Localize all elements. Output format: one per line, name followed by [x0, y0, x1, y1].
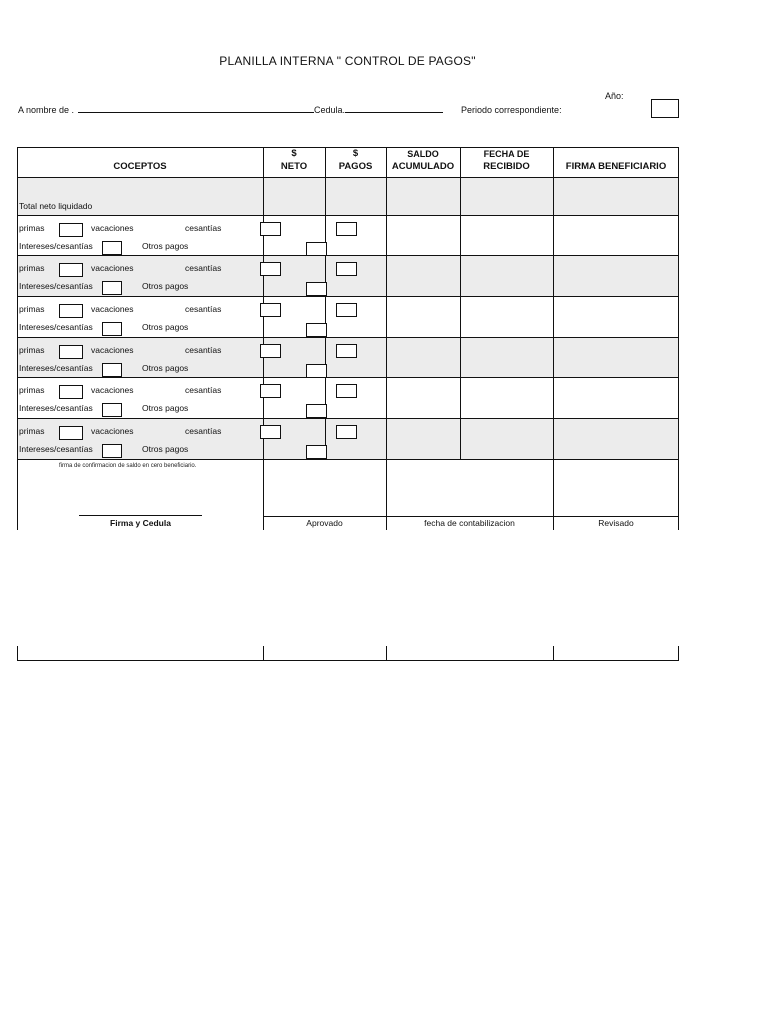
- header-conceptos: COCEPTOS: [113, 161, 167, 172]
- row-4-neto-box[interactable]: [260, 344, 281, 358]
- row-6-otros-label: Otros pagos: [142, 444, 189, 454]
- header-acumulado: ACUMULADO: [391, 161, 455, 172]
- row-1-vacaciones-label: vacaciones: [91, 223, 134, 233]
- name-label: A nombre de .: [18, 105, 75, 115]
- row-5-vacaciones-label: vacaciones: [91, 385, 134, 395]
- header-firma-beneficiario: FIRMA BENEFICIARIO: [565, 161, 667, 172]
- row-1-neto-box[interactable]: [260, 222, 281, 236]
- row-5-primas-label: primas: [19, 385, 45, 395]
- header-neto: NETO: [280, 161, 308, 172]
- confirmation-note: firma de confirmacion de saldo en cero beneficiario.: [59, 463, 197, 469]
- row-2-intereses-box[interactable]: [102, 281, 122, 295]
- row-1-cesantias-label: cesantías: [185, 223, 222, 233]
- row-2-otros-label: Otros pagos: [142, 281, 189, 291]
- row-1-intereses-box[interactable]: [102, 241, 122, 255]
- header-pagos: PAGOS: [338, 161, 373, 172]
- row-6-intereses-label: Intereses/cesantías: [19, 444, 93, 454]
- row-5-otros-label: Otros pagos: [142, 403, 189, 413]
- row-3-intereses-label: Intereses/cesantías: [19, 322, 93, 332]
- firma-cedula-label: Firma y Cedula: [110, 518, 171, 528]
- name-field[interactable]: [78, 104, 314, 113]
- total-neto-label: Total neto liquidado: [19, 201, 93, 211]
- row-5-pagos-box[interactable]: [336, 384, 357, 398]
- row-2-pagos-box[interactable]: [336, 262, 357, 276]
- row-1-primas-label: primas: [19, 223, 45, 233]
- header-fecha: FECHA DE: [483, 149, 530, 159]
- row-5-neto-box[interactable]: [260, 384, 281, 398]
- row-3-pagos-box[interactable]: [336, 303, 357, 317]
- row-5-primas-box[interactable]: [59, 385, 83, 399]
- row-3-otros-label: Otros pagos: [142, 322, 189, 332]
- row-2-primas-box[interactable]: [59, 263, 83, 277]
- row-4-primas-box[interactable]: [59, 345, 83, 359]
- row-3-otros-box[interactable]: [306, 323, 327, 337]
- row-1-pagos-box[interactable]: [336, 222, 357, 236]
- row-4-intereses-label: Intereses/cesantías: [19, 363, 93, 373]
- revisado-label: Revisado: [598, 518, 634, 528]
- header-neto-symbol: $: [291, 148, 297, 159]
- period-label: Periodo correspondiente:: [461, 105, 562, 115]
- row-3-neto-box[interactable]: [260, 303, 281, 317]
- row-4-otros-label: Otros pagos: [142, 363, 189, 373]
- row-5-intereses-box[interactable]: [102, 403, 122, 417]
- year-field[interactable]: [651, 99, 679, 118]
- row-1-otros-label: Otros pagos: [142, 241, 189, 251]
- payments-table: [17, 147, 679, 662]
- row-2-primas-label: primas: [19, 263, 45, 273]
- row-4-otros-box[interactable]: [306, 364, 327, 378]
- total-row-shade: [17, 177, 679, 215]
- row-6-primas-box[interactable]: [59, 426, 83, 440]
- row-1-intereses-label: Intereses/cesantías: [19, 241, 93, 251]
- row-3-intereses-box[interactable]: [102, 322, 122, 336]
- year-label: Año:: [605, 91, 624, 101]
- row-6-neto-box[interactable]: [260, 425, 281, 439]
- fecha-contabilizacion-label: fecha de contabilizacion: [424, 518, 515, 528]
- header-recibido: RECIBIDO: [483, 161, 530, 172]
- signature-line: [79, 515, 202, 516]
- row-4-cesantias-label: cesantías: [185, 345, 222, 355]
- row-5-otros-box[interactable]: [306, 404, 327, 418]
- row-2-vacaciones-label: vacaciones: [91, 263, 134, 273]
- header-pagos-symbol: $: [352, 148, 359, 159]
- row-3-primas-box[interactable]: [59, 304, 83, 318]
- row-6-cesantias-label: cesantías: [185, 426, 222, 436]
- row-3-primas-label: primas: [19, 304, 45, 314]
- row-6-otros-box[interactable]: [306, 445, 327, 459]
- row-5-cesantias-label: cesantías: [185, 385, 222, 395]
- cedula-label: Cedula.: [314, 105, 346, 115]
- row-3-vacaciones-label: vacaciones: [91, 304, 134, 314]
- row-3-cesantias-label: cesantías: [185, 304, 222, 314]
- row-6-primas-label: primas: [19, 426, 45, 436]
- header-saldo: SALDO: [407, 149, 439, 159]
- row-6-vacaciones-label: vacaciones: [91, 426, 134, 436]
- row-6-pagos-box[interactable]: [336, 425, 357, 439]
- row-1-primas-box[interactable]: [59, 223, 83, 237]
- row-2-otros-box[interactable]: [306, 282, 327, 296]
- cedula-field[interactable]: [345, 104, 443, 113]
- aprovado-label: Aprovado: [306, 518, 343, 528]
- row-6-intereses-box[interactable]: [102, 444, 122, 458]
- row-1-otros-box[interactable]: [306, 242, 327, 256]
- row-4-vacaciones-label: vacaciones: [91, 345, 134, 355]
- page-title: PLANILLA INTERNA " CONTROL DE PAGOS": [219, 54, 476, 68]
- row-2-neto-box[interactable]: [260, 262, 281, 276]
- row-5-intereses-label: Intereses/cesantías: [19, 403, 93, 413]
- row-4-primas-label: primas: [19, 345, 45, 355]
- row-2-intereses-label: Intereses/cesantías: [19, 281, 93, 291]
- row-4-intereses-box[interactable]: [102, 363, 122, 377]
- row-2-cesantias-label: cesantías: [185, 263, 222, 273]
- row-4-pagos-box[interactable]: [336, 344, 357, 358]
